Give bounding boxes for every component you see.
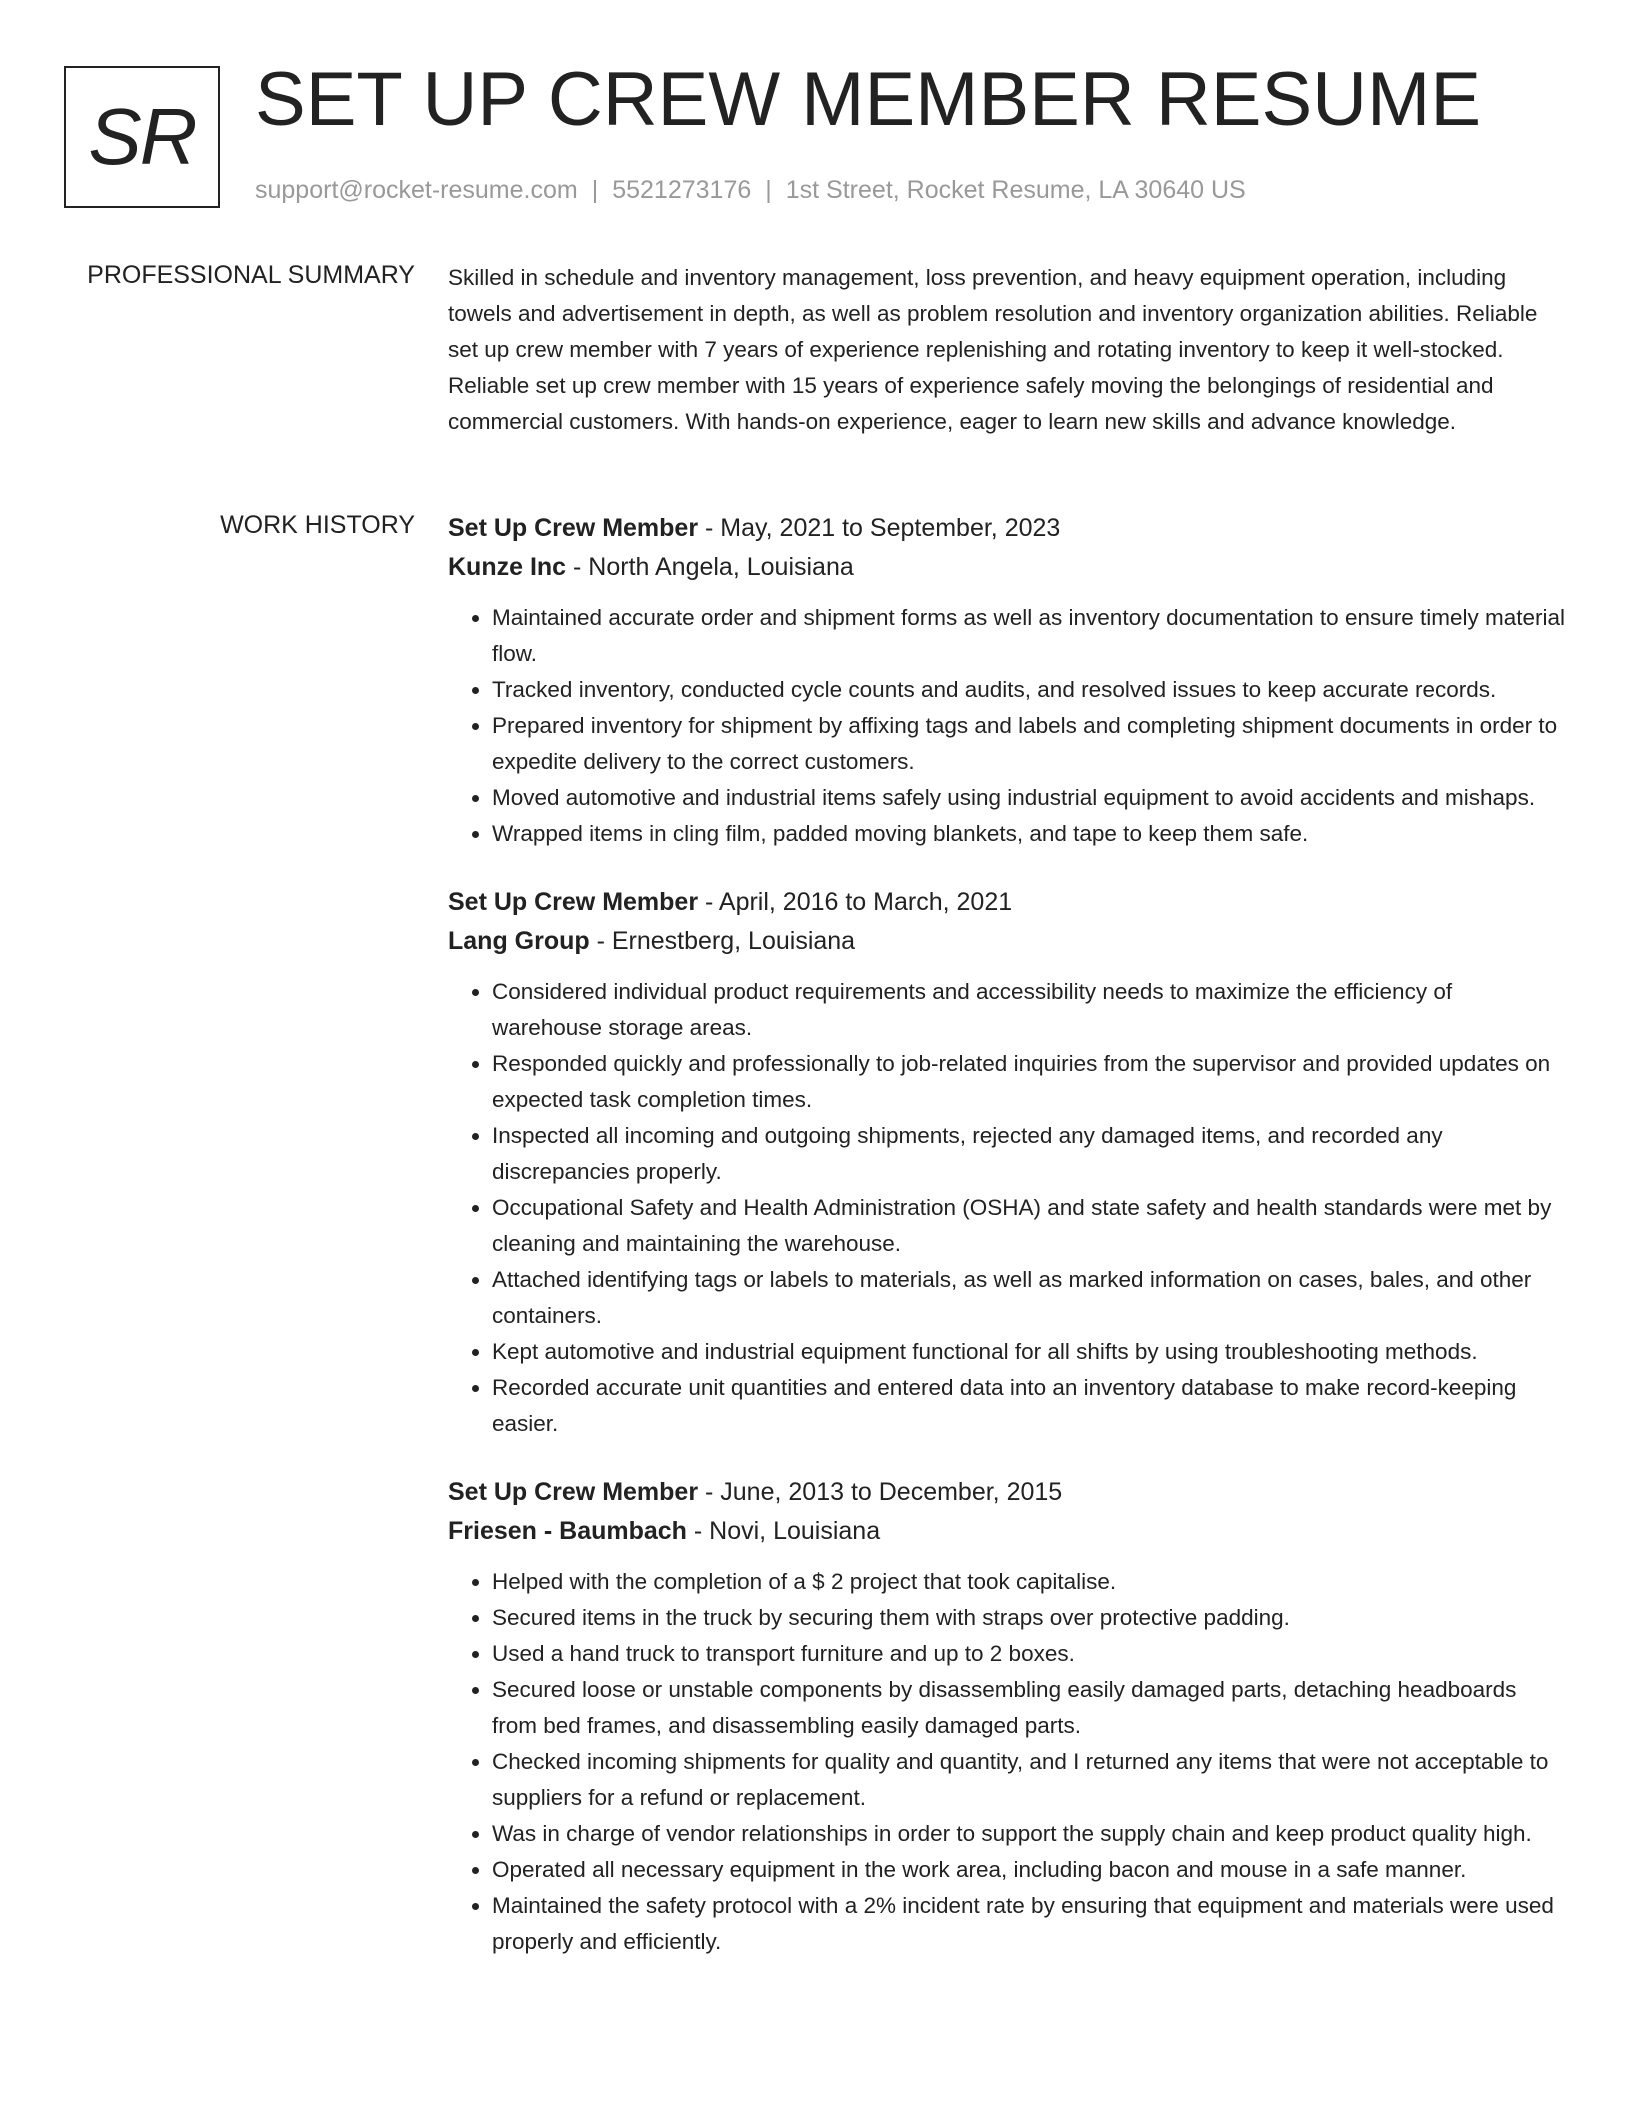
job-title-line xyxy=(448,509,1566,548)
job-dates: - June, 2013 to December, 2015 xyxy=(698,1478,1063,1506)
job-location: - North Angela, Louisiana xyxy=(566,553,854,581)
contact-separator: | xyxy=(591,176,599,204)
job-bullets xyxy=(448,974,1566,1442)
job-company-line xyxy=(448,1512,1566,1551)
job-company: Kunze Inc xyxy=(448,553,567,581)
job-bullet: • Helped with the completion of a $ 2 project that took capitalise. xyxy=(492,1564,1566,1600)
job-title: Set Up Crew Member xyxy=(448,1478,699,1506)
job-bullet: • Wrapped items in cling film, padded moving blankets, and tape to keep them safe. xyxy=(492,816,1566,852)
job-bullet: • Considered individual product requirements and accessibility needs to maximize the efficiency of warehouse storage areas. xyxy=(492,974,1566,1046)
job-bullet: • Tracked inventory, conducted cycle counts and audits, and resolved issues to keep accurate records. xyxy=(492,672,1566,708)
job-bullet: • Inspected all incoming and outgoing shipments, rejected any damaged items, and recorded any discrepancies properly. xyxy=(492,1118,1566,1190)
job-bullet: • Checked incoming shipments for quality and quantity, and I returned any items that were not acceptable to suppliers for a refund or replacement. xyxy=(492,1744,1566,1816)
page-title: SET UP CREW MEMBER RESUME xyxy=(255,57,1482,142)
job-dates: - May, 2021 to September, 2023 xyxy=(698,514,1061,542)
contact-line xyxy=(255,176,1585,205)
job-title-line xyxy=(448,883,1566,922)
work-history xyxy=(448,509,1566,1991)
job-company-line xyxy=(448,548,1566,587)
summary-section-label: PROFESSIONAL SUMMARY xyxy=(87,261,415,289)
job-title: Set Up Crew Member xyxy=(448,888,699,916)
summary-text: Skilled in schedule and inventory management, loss prevention, and heavy equipment operation, including towels and advertisement in depth, as well as problem resolution and inventory organization abilities. Reliable set up crew member with 7 years of experience replenishing and rotating inventory to keep it well-stocked. Reliable set up crew member with 15 years of experience safely moving the belongings of residential and commercial customers. With hands-on experience, eager to learn new skills and advance knowledge. xyxy=(448,265,1538,434)
job-bullet: • Maintained the safety protocol with a 2% incident rate by ensuring that equipment and materials were used properly and efficiently. xyxy=(492,1888,1566,1960)
job-company-line xyxy=(448,922,1566,961)
job-bullet: • Attached identifying tags or labels to materials, as well as marked information on cases, bales, and other containers. xyxy=(492,1262,1566,1334)
contact-address: 1st Street, Rocket Resume, LA 30640 US xyxy=(785,176,1246,204)
job-bullet: • Occupational Safety and Health Administration (OSHA) and state safety and health standards were met by cleaning and maintaining the warehouse. xyxy=(492,1190,1566,1262)
job-bullet: • Secured items in the truck by securing them with straps over protective padding. xyxy=(492,1600,1566,1636)
job-title: Set Up Crew Member xyxy=(448,514,699,542)
job-bullet: • Was in charge of vendor relationships in order to support the supply chain and keep product quality high. xyxy=(492,1816,1566,1852)
job-location: - Novi, Louisiana xyxy=(686,1517,881,1545)
contact-phone: 5521273176 xyxy=(612,176,752,204)
job-entry xyxy=(448,883,1566,1442)
job-company: Lang Group xyxy=(448,927,590,955)
job-bullets xyxy=(448,600,1566,852)
job-bullet: • Operated all necessary equipment in the work area, including bacon and mouse in a safe manner. xyxy=(492,1852,1566,1888)
work-history-section-label: WORK HISTORY xyxy=(220,511,415,539)
job-bullet: • Recorded accurate unit quantities and entered data into an inventory database to make record-keeping easier. xyxy=(492,1370,1566,1442)
monogram-logo: SR xyxy=(64,66,220,208)
job-location: - Ernestberg, Louisiana xyxy=(589,927,856,955)
job-bullet: • Used a hand truck to transport furniture and up to 2 boxes. xyxy=(492,1636,1566,1672)
job-title-line xyxy=(448,1473,1566,1512)
job-dates: - April, 2016 to March, 2021 xyxy=(698,888,1013,916)
contact-email: support@rocket-resume.com xyxy=(255,176,578,204)
job-bullet: • Kept automotive and industrial equipment functional for all shifts by using troubleshooting methods. xyxy=(492,1334,1566,1370)
job-bullet: • Moved automotive and industrial items safely using industrial equipment to avoid accidents and mishaps. xyxy=(492,780,1566,816)
job-entry xyxy=(448,509,1566,852)
contact-separator: | xyxy=(765,176,772,204)
job-bullet: • Responded quickly and professionally to job-related inquiries from the supervisor and provided updates on expected task completion times. xyxy=(492,1046,1566,1118)
job-company: Friesen - Baumbach xyxy=(448,1517,687,1545)
job-bullet: • Prepared inventory for shipment by affixing tags and labels and completing shipment documents in order to expedite delivery to the correct customers. xyxy=(492,708,1566,780)
job-bullet: • Secured loose or unstable components by disassembling easily damaged parts, detaching headboards from bed frames, and disassembling easily damaged parts. xyxy=(492,1672,1566,1744)
job-bullet: • Maintained accurate order and shipment forms as well as inventory documentation to ensure timely material flow. xyxy=(492,600,1566,672)
job-bullets xyxy=(448,1564,1566,1960)
job-entry xyxy=(448,1473,1566,1960)
